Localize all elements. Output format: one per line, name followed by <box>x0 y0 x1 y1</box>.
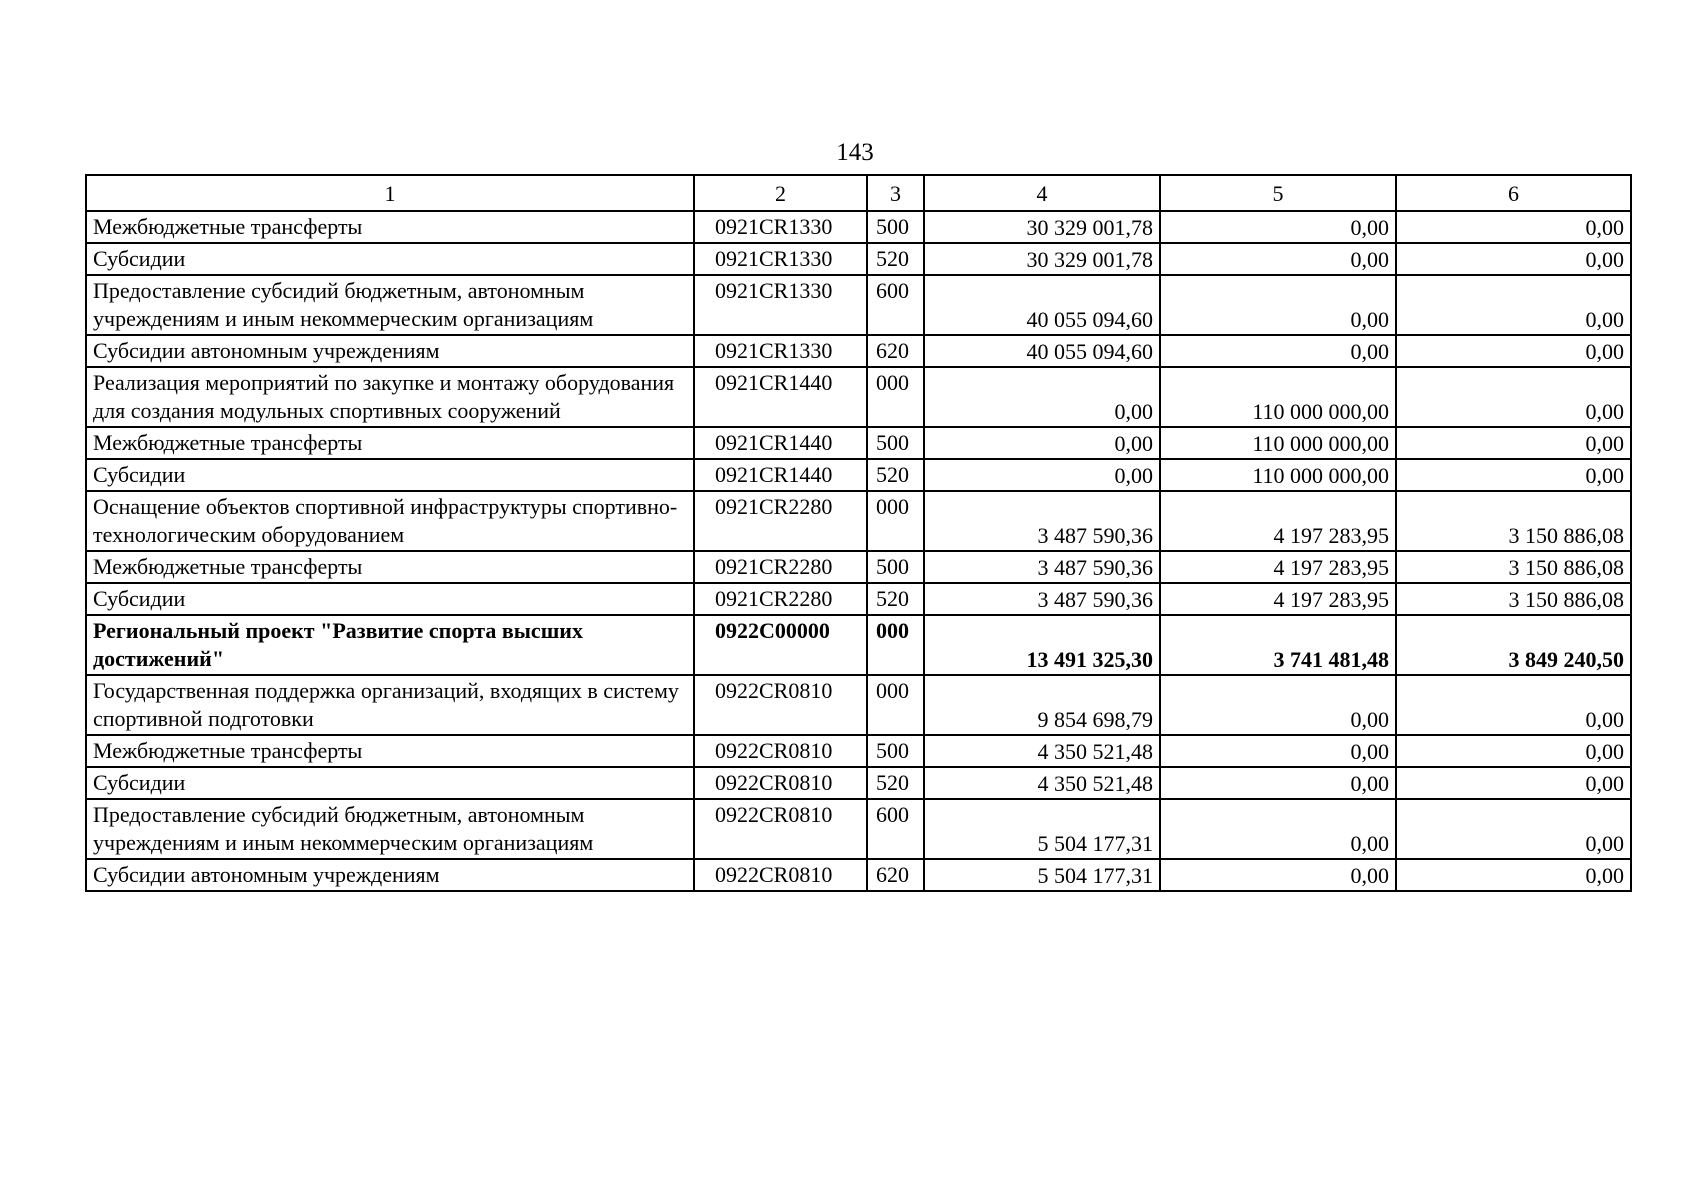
row-expense-type: 600 <box>867 799 924 859</box>
row-target-code: 0921CR1330 <box>694 335 867 367</box>
row-amount-col4: 5 504 177,31 <box>924 859 1160 891</box>
row-amount-col5: 0,00 <box>1160 335 1396 367</box>
row-amount-col6: 0,00 <box>1396 799 1631 859</box>
row-target-code: 0922CR0810 <box>694 799 867 859</box>
column-header-4: 4 <box>924 175 1160 211</box>
row-amount-col4: 13 491 325,30 <box>924 615 1160 675</box>
row-amount-col5: 0,00 <box>1160 859 1396 891</box>
row-amount-col6: 0,00 <box>1396 211 1631 243</box>
row-amount-col6: 0,00 <box>1396 367 1631 427</box>
row-name: Межбюджетные трансферты <box>86 211 694 243</box>
row-name: Региональный проект "Развитие спорта высших достижений" <box>86 615 694 675</box>
column-header-6: 6 <box>1396 175 1631 211</box>
row-amount-col6: 3 849 240,50 <box>1396 615 1631 675</box>
row-amount-col6: 0,00 <box>1396 335 1631 367</box>
row-name: Межбюджетные трансферты <box>86 735 694 767</box>
row-amount-col6: 0,00 <box>1396 275 1631 335</box>
row-target-code: 0922CR0810 <box>694 767 867 799</box>
row-target-code: 0921CR1330 <box>694 211 867 243</box>
table-row <box>86 367 1631 427</box>
row-amount-col5: 110 000 000,00 <box>1160 459 1396 491</box>
page-number: 143 <box>836 139 874 166</box>
row-amount-col5: 0,00 <box>1160 799 1396 859</box>
row-amount-col4: 30 329 001,78 <box>924 211 1160 243</box>
row-amount-col4: 40 055 094,60 <box>924 335 1160 367</box>
table-row <box>86 335 1631 367</box>
row-amount-col5: 0,00 <box>1160 211 1396 243</box>
row-amount-col4: 5 504 177,31 <box>924 799 1160 859</box>
row-name: Субсидии <box>86 767 694 799</box>
table-row <box>86 735 1631 767</box>
row-amount-col4: 0,00 <box>924 427 1160 459</box>
table-row <box>86 459 1631 491</box>
table-row-regional-project <box>86 615 1631 675</box>
row-amount-col6: 0,00 <box>1396 427 1631 459</box>
row-amount-col4: 4 350 521,48 <box>924 735 1160 767</box>
table-row <box>86 491 1631 551</box>
row-amount-col6: 0,00 <box>1396 735 1631 767</box>
table-row <box>86 799 1631 859</box>
row-expense-type: 520 <box>867 243 924 275</box>
row-expense-type: 600 <box>867 275 924 335</box>
row-expense-type: 000 <box>867 491 924 551</box>
row-amount-col6: 3 150 886,08 <box>1396 491 1631 551</box>
row-amount-col5: 4 197 283,95 <box>1160 583 1396 615</box>
row-amount-col5: 110 000 000,00 <box>1160 367 1396 427</box>
row-amount-col5: 110 000 000,00 <box>1160 427 1396 459</box>
row-expense-type: 620 <box>867 859 924 891</box>
row-expense-type: 000 <box>867 367 924 427</box>
row-amount-col5: 0,00 <box>1160 767 1396 799</box>
row-amount-col4: 3 487 590,36 <box>924 491 1160 551</box>
row-target-code: 0921CR1440 <box>694 427 867 459</box>
row-name: Межбюджетные трансферты <box>86 551 694 583</box>
row-expense-type: 500 <box>867 551 924 583</box>
row-expense-type: 500 <box>867 211 924 243</box>
row-amount-col4: 9 854 698,79 <box>924 675 1160 735</box>
row-amount-col6: 0,00 <box>1396 675 1631 735</box>
row-amount-col4: 3 487 590,36 <box>924 583 1160 615</box>
table-row <box>86 211 1631 243</box>
column-header-1: 1 <box>86 175 694 211</box>
row-amount-col4: 40 055 094,60 <box>924 275 1160 335</box>
row-expense-type: 500 <box>867 427 924 459</box>
row-name: Оснащение объектов спортивной инфраструктуры спортивно-технологическим оборудованием <box>86 491 694 551</box>
row-amount-col4: 3 487 590,36 <box>924 551 1160 583</box>
row-name: Субсидии автономным учреждениям <box>86 859 694 891</box>
row-name: Реализация мероприятий по закупке и монтажу оборудования для создания модульных спортивных сооружений <box>86 367 694 427</box>
row-name: Предоставление субсидий бюджетным, автономным учреждениям и иным некоммерческим организациям <box>86 799 694 859</box>
row-name: Предоставление субсидий бюджетным, автономным учреждениям и иным некоммерческим организациям <box>86 275 694 335</box>
row-amount-col4: 30 329 001,78 <box>924 243 1160 275</box>
row-target-code: 0921CR1440 <box>694 367 867 427</box>
row-amount-col6: 3 150 886,08 <box>1396 583 1631 615</box>
row-name: Межбюджетные трансферты <box>86 427 694 459</box>
row-expense-type: 500 <box>867 735 924 767</box>
row-amount-col5: 0,00 <box>1160 735 1396 767</box>
row-name: Субсидии <box>86 583 694 615</box>
row-expense-type: 520 <box>867 767 924 799</box>
table-row <box>86 859 1631 891</box>
table-row <box>86 583 1631 615</box>
row-amount-col5: 0,00 <box>1160 675 1396 735</box>
row-amount-col6: 3 150 886,08 <box>1396 551 1631 583</box>
budget-table <box>85 174 1632 892</box>
column-header-5: 5 <box>1160 175 1396 211</box>
row-name: Государственная поддержка организаций, входящих в систему спортивной подготовки <box>86 675 694 735</box>
row-amount-col6: 0,00 <box>1396 243 1631 275</box>
row-expense-type: 000 <box>867 615 924 675</box>
row-amount-col5: 3 741 481,48 <box>1160 615 1396 675</box>
row-name: Субсидии <box>86 459 694 491</box>
row-target-code: 0921CR1330 <box>694 243 867 275</box>
row-amount-col5: 0,00 <box>1160 275 1396 335</box>
row-amount-col5: 4 197 283,95 <box>1160 551 1396 583</box>
row-name: Субсидии автономным учреждениям <box>86 335 694 367</box>
table-row <box>86 675 1631 735</box>
row-expense-type: 520 <box>867 459 924 491</box>
row-amount-col6: 0,00 <box>1396 859 1631 891</box>
row-target-code: 0922C00000 <box>694 615 867 675</box>
row-target-code: 0922CR0810 <box>694 735 867 767</box>
row-target-code: 0922CR0810 <box>694 859 867 891</box>
table-row <box>86 767 1631 799</box>
row-amount-col5: 0,00 <box>1160 243 1396 275</box>
row-target-code: 0921CR2280 <box>694 583 867 615</box>
table-header-row <box>86 175 1631 211</box>
row-expense-type: 520 <box>867 583 924 615</box>
row-amount-col5: 4 197 283,95 <box>1160 491 1396 551</box>
row-target-code: 0921CR1330 <box>694 275 867 335</box>
row-amount-col6: 0,00 <box>1396 459 1631 491</box>
table-row <box>86 427 1631 459</box>
row-name: Субсидии <box>86 243 694 275</box>
row-amount-col6: 0,00 <box>1396 767 1631 799</box>
column-header-3: 3 <box>867 175 924 211</box>
row-amount-col4: 0,00 <box>924 459 1160 491</box>
row-target-code: 0921CR2280 <box>694 551 867 583</box>
row-target-code: 0921CR2280 <box>694 491 867 551</box>
table-row <box>86 243 1631 275</box>
row-target-code: 0921CR1440 <box>694 459 867 491</box>
column-header-2: 2 <box>694 175 867 211</box>
table-row <box>86 275 1631 335</box>
row-amount-col4: 0,00 <box>924 367 1160 427</box>
row-expense-type: 000 <box>867 675 924 735</box>
table-row <box>86 551 1631 583</box>
row-amount-col4: 4 350 521,48 <box>924 767 1160 799</box>
row-target-code: 0922CR0810 <box>694 675 867 735</box>
row-expense-type: 620 <box>867 335 924 367</box>
